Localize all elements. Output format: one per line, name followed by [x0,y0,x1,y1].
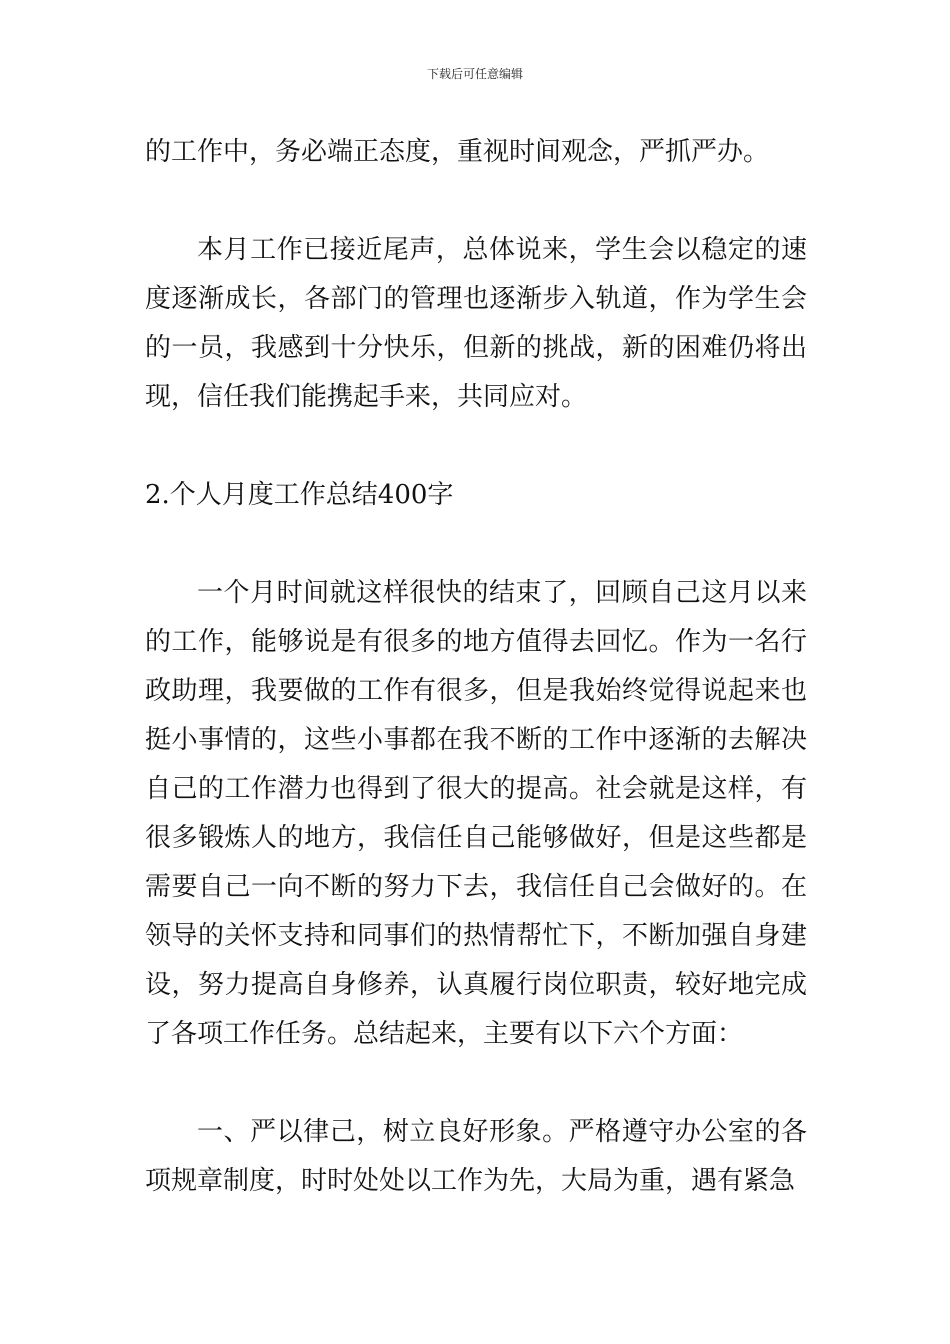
paragraph-point-one: 一、严以律己，树立良好形象。严格遵守办公室的各项规章制度，时时处处以工作为先，大局为重，遇有紧急 [145,1117,807,1196]
section-heading: 2.个人月度工作总结400字 [145,480,454,510]
paragraph-student-union: 本月工作已接近尾声，总体说来，学生会以稳定的速度逐渐成长，各部门的管理也逐渐步入轨道，作为学生会的一员，我感到十分快乐，但新的挑战，新的困难仍将出现，信任我们能携起手来，共同应对。 [145,235,807,412]
paragraph-monthly-summary: 一个月时间就这样很快的结束了，回顾自己这月以来的工作，能够说是有很多的地方值得去回忆。作为一名行政助理，我要做的工作有很多，但是我始终觉得说起来也挺小事情的，这些小事都在我不断的工作中逐渐的去解决自己的工作潜力也得到了很大的提高。社会就是这样，有很多锻炼人的地方，我信任自己能够做好，但是这些都是需要自己一向不断的努力下去，我信任自己会做好的。在领导的关怀支持和同事们的热情帮忙下，不断加强自身建设，努力提高自身修养，认真履行岗位职责，较好地完成了各项工作任务。总结起来，主要有以下六个方面： [145,578,807,1049]
page-header-note: 下载后可任意编辑 [426,67,523,81]
paragraph-continuation: 的工作中，务必端正态度，重视时间观念，严抓严办。 [145,137,770,167]
document-body [145,128,807,1206]
